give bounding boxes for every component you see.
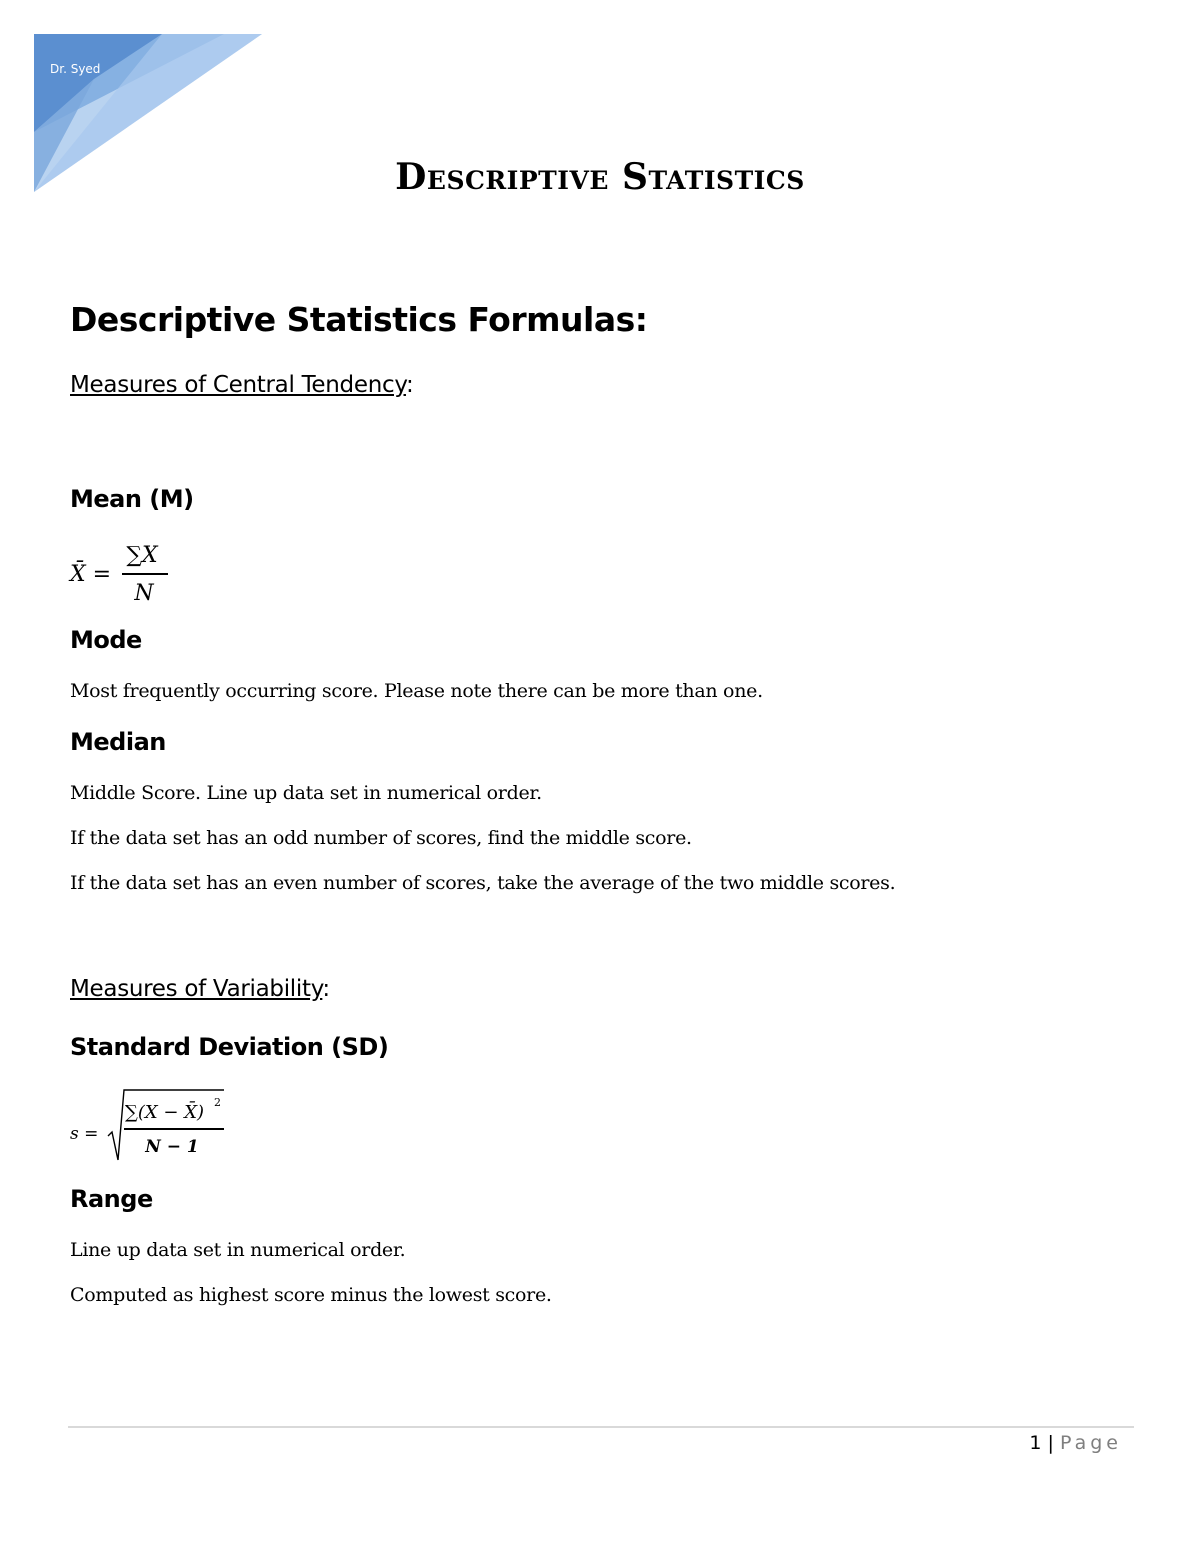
sd-formula-lhs: s = xyxy=(70,1124,99,1144)
variability-colon: : xyxy=(322,976,330,1002)
mean-formula-numerator: ∑X xyxy=(126,543,158,568)
footer-separator: | xyxy=(1047,1432,1054,1454)
mean-formula-lhs: X̄ = xyxy=(70,562,112,587)
document-title: Descriptive Statistics xyxy=(395,156,805,198)
sd-heading: Standard Deviation (SD) xyxy=(70,1033,389,1061)
footer-divider xyxy=(68,1426,1134,1428)
sd-formula xyxy=(68,1084,238,1168)
central-tendency-heading xyxy=(70,372,413,398)
variability-heading xyxy=(70,976,330,1002)
mean-heading: Mean (M) xyxy=(70,485,194,513)
median-line: If the data set has an even number of scores, take the average of the two middle scores. xyxy=(70,872,896,894)
range-heading: Range xyxy=(70,1185,153,1213)
mean-formula xyxy=(68,538,188,612)
mean-formula-denominator: N xyxy=(134,581,154,606)
page-number: 1 xyxy=(1029,1432,1042,1454)
sd-formula-numerator: ∑(X − X̄) xyxy=(125,1102,205,1123)
page-footer xyxy=(1029,1432,1122,1454)
sd-formula-svg xyxy=(68,1084,238,1164)
mode-heading: Mode xyxy=(70,626,142,654)
range-line: Line up data set in numerical order. xyxy=(70,1239,406,1261)
median-heading: Median xyxy=(70,728,166,756)
mean-formula-svg xyxy=(68,538,188,608)
central-tendency-colon: : xyxy=(405,372,414,398)
page-label: Page xyxy=(1060,1432,1122,1454)
range-line: Computed as highest score minus the lowest score. xyxy=(70,1284,552,1306)
median-line: Middle Score. Line up data set in numerical order. xyxy=(70,782,542,804)
sd-formula-exponent: 2 xyxy=(214,1096,221,1109)
formulas-heading: Descriptive Statistics Formulas: xyxy=(70,300,648,339)
mode-text: Most frequently occurring score. Please note there can be more than one. xyxy=(70,680,763,702)
central-tendency-heading-text: Measures of Central Tendency xyxy=(70,372,406,398)
variability-heading-text: Measures of Variability xyxy=(70,976,323,1002)
sd-formula-denominator: N − 1 xyxy=(145,1137,199,1157)
author-label: Dr. Syed xyxy=(50,62,101,76)
median-line: If the data set has an odd number of scores, find the middle score. xyxy=(70,827,692,849)
